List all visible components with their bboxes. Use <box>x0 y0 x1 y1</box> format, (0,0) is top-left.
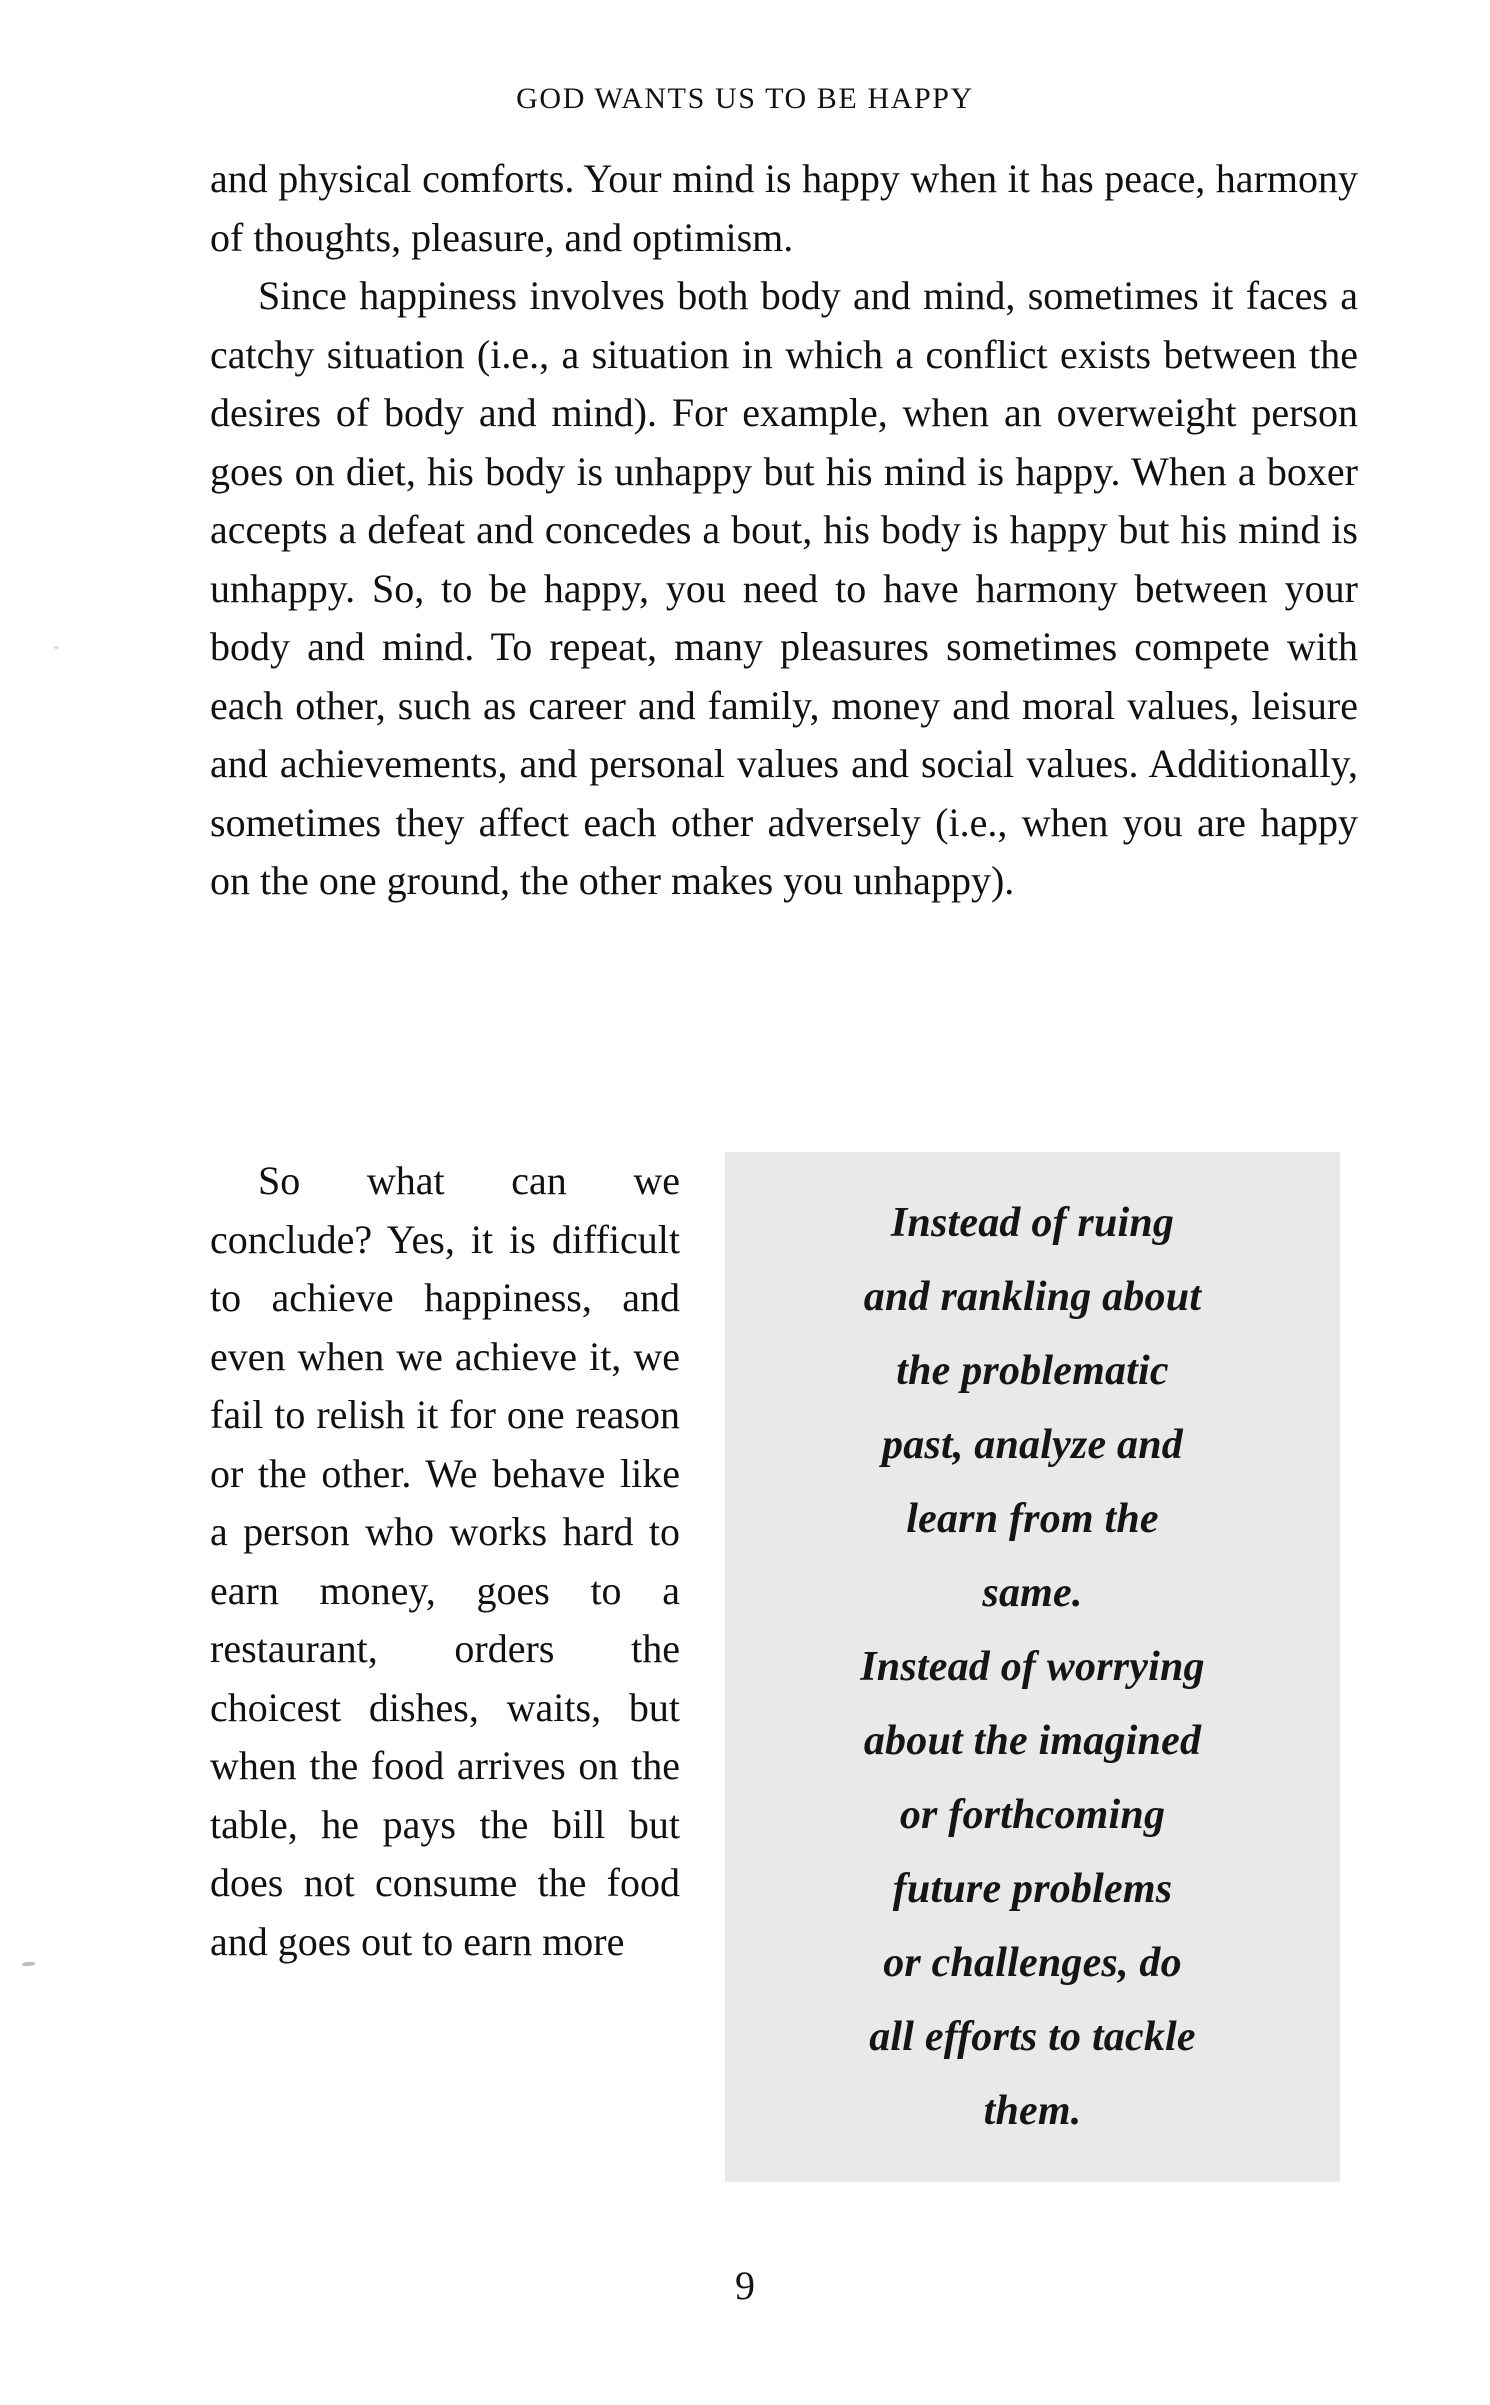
pull-quote-line: or challenges, do <box>883 1940 1182 1986</box>
paragraph-happiness-body-mind: Since happiness involves both body and mind, sometimes it faces a catchy situation (i.e., a situation in which a conflict exists between the desires of body and mind). For example, when an overweight person goes on diet, his body is unhappy but his mind is happy. When a boxer accepts a defeat and concedes a bout, his body is happy but his mind is unhappy. So, to be happy, you need to have harmony between your body and mind. To repeat, many pleasures sometimes compete with each other, such as career and family, money and moral values, leisure and achievements, and personal values and social values. Additionally, sometimes they affect each other adversely (i.e., when you are happy on the one ground, the other makes you unhappy). <box>210 273 1358 903</box>
wrapped-text-and-quote-zone <box>210 1152 1358 2192</box>
pull-quote-line: all efforts to tackle <box>869 2014 1196 2060</box>
pull-quote-line: or forthcoming <box>899 1792 1166 1838</box>
pull-quote-box <box>725 1152 1340 2182</box>
pull-quote-line: past, analyze and <box>882 1422 1183 1468</box>
pull-quote-line: learn from the <box>906 1496 1159 1542</box>
pull-quote-line: them. <box>983 2088 1082 2134</box>
pull-quote-line: same. <box>982 1570 1083 1616</box>
page-number: 9 <box>735 2263 755 2308</box>
pull-quote-line: and rankling about <box>863 1274 1202 1320</box>
running-head: GOD WANTS US TO BE HAPPY <box>516 82 974 115</box>
pull-quote-text <box>753 1186 1313 2148</box>
paragraph-continuation: and physical comforts. Your mind is happy when it has peace, harmony of thoughts, pleasure, and optimism. <box>210 156 1358 260</box>
pull-quote-line: future problems <box>892 1866 1173 1912</box>
pull-quote-line: Instead of worrying <box>860 1644 1205 1690</box>
main-text-block <box>210 150 1358 911</box>
pull-quote-line: Instead of ruing <box>890 1200 1175 1246</box>
narrow-text-column <box>210 1152 680 1971</box>
scan-artifact-speck <box>54 646 59 649</box>
scan-artifact-speck <box>22 1962 35 1967</box>
pull-quote-line: about the imagined <box>863 1718 1202 1764</box>
paragraph-conclusion: So what can we conclude? Yes, it is difficult to achieve happiness, and even when we achieve it, we fail to relish it for one reason or the other. We behave like a person who works hard to earn money, goes to a restaurant, orders the choicest dishes, waits, but when the food arrives on the table, he pays the bill but does not consume the food and goes out to earn more <box>210 1158 680 1964</box>
pull-quote-line: the problematic <box>896 1348 1169 1394</box>
